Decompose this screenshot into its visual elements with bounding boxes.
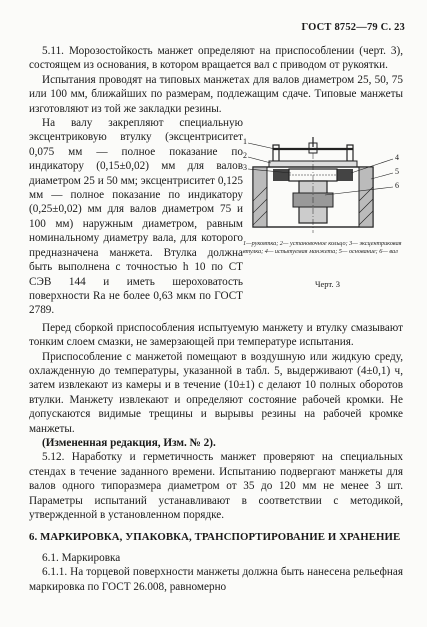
figure-label-5: 5: [395, 167, 399, 176]
paragraph-eccentric-bushing: На валу закрепляют специальную эксцентриковую втулку (эксцентриситет 0,075 мм — полное показание по индикатору (0,15±0,02) мм для валов диаметром 25 и 50 мм; эксцентриситет 0,125 мм — полное показание по индикатору (0,25±0,02) мм для валов диаметром 75 и 100 мм) наружным диаметром, равным номинальному диаметру вала, для которого предназначена манжета. Втулка должна быть выполнена с точностью h 10 по СТ СЭВ 144 и иметь шероховатость поверхности Ra не более 0,63 мкм по ГОСТ 2789.: [29, 117, 243, 317]
figure-label-1: 1: [243, 137, 247, 146]
paragraph-lubrication: Перед сборкой приспособления испытуемую манжету и втулку смазывают тонким слоем смазки, не замерзающей при температуре испытания.: [29, 321, 403, 349]
amendment-note: (Измененная редакция, Изм. № 2).: [42, 436, 216, 449]
subsection-title-6-1: 6.1. Маркировка: [42, 551, 121, 564]
document-body: [29, 44, 403, 594]
figure-caption: 1—рукоятка; 2— установочное кольцо; 3— эксцентриковая втулка; 4— испытуемая манжета; 5— основание; 6— вал: [243, 240, 402, 255]
figure-label-2: 2: [243, 151, 247, 160]
paragraph-6-1-1: 6.1.1. На торцевой поверхности манжеты должна быть нанесена рельефная маркировка по ГОСТ 26.008, равномерно: [29, 566, 403, 593]
figure-title: Черт. 3: [315, 279, 341, 289]
figure-label-3: 3: [243, 163, 247, 172]
page-header: ГОСТ 8752—79 С. 23: [301, 22, 405, 33]
paragraph-test-sizes: Испытания проводят на типовых манжетах для валов диаметром 25, 50, 75 или 100 мм, ближайших по размерам, подлежащим сдаче. Типовые манжеты изготовляют из той же закладки резины.: [29, 73, 403, 115]
paragraph-cooling-test: Приспособление с манжетой помещают в воздушную или жидкую среду, охлажденную до температуры, указанной в табл. 5, выдерживают (4±0,1) ч, затем извлекают из камеры и в течение (10±1) с делают 10 полных оборотов втулки. Манжету извлекают и определяют состояние рабочей кромки. Не допускаются видимые трещины и вырывы резины на рабочей кромке манжеты.: [29, 350, 403, 435]
paragraph-5-12: 5.12. Наработку и герметичность манжет проверяют на специальных стендах в течение заданного времени. Испытанию подвергают манжеты для валов одного типоразмера диаметром от 35 до 120 мм не менее 3 шт. Параметры испытаний устанавливают в соответствии с методикой, утвержденной в установленном порядке.: [29, 451, 403, 521]
figure-label-6: 6: [395, 181, 399, 190]
paragraph-5-11: 5.11. Морозостойкость манжет определяют на приспособлении (черт. 3), состоящем из основания, в котором вращается вал с приводом от рукоятки.: [29, 45, 403, 72]
figure-label-4: 4: [395, 153, 399, 162]
section-title-6: 6. МАРКИРОВКА, УПАКОВКА, ТРАНСПОРТИРОВАНИЕ И ХРАНЕНИЕ: [29, 531, 401, 544]
